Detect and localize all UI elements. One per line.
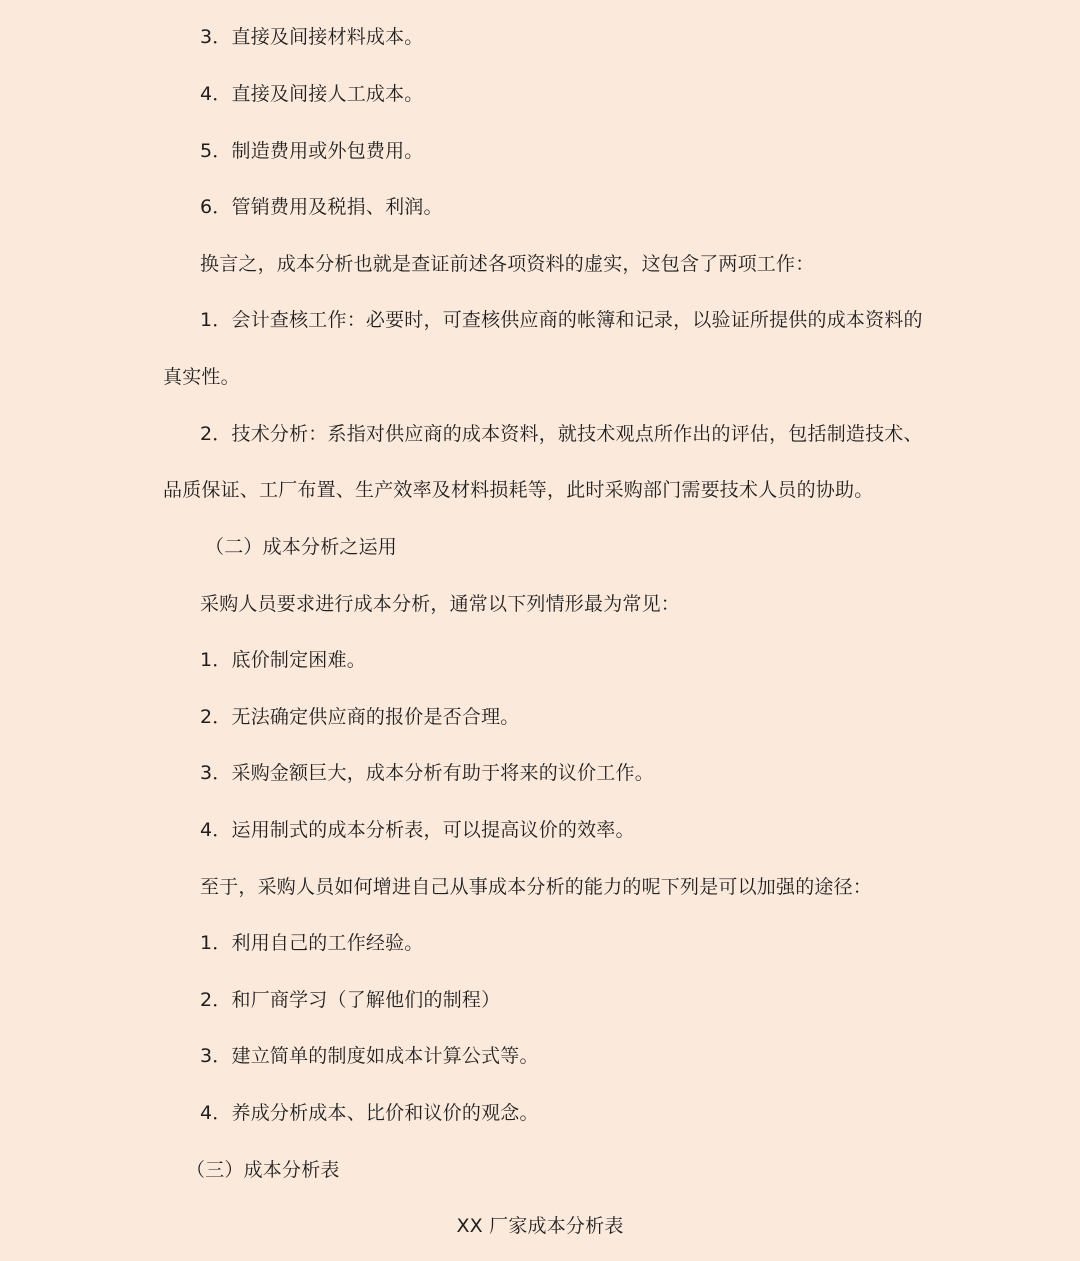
table-title: XX 厂家成本分析表 [456,1215,624,1237]
list-item: 6．管销费用及税捐、利润。 [200,196,443,218]
list-item: 4．直接及间接人工成本。 [200,83,424,105]
list-item: 4．养成分析成本、比价和议价的观念。 [200,1102,539,1124]
paragraph-continuation: 真实性。 [163,366,240,388]
list-item: 1．利用自己的工作经验。 [200,932,424,954]
paragraph-continuation: 品质保证、工厂布置、生产效率及材料损耗等，此时采购部门需要技术人员的协助。 [163,479,874,501]
section-heading: （三）成本分析表 [186,1159,340,1181]
list-item: 2．技术分析：系指对供应商的成本资料，就技术观点所作出的评估，包括制造技术、 [200,423,923,445]
list-item: 1．会计查核工作：必要时，可查核供应商的帐簿和记录，以验证所提供的成本资料的 [200,309,923,331]
paragraph: 采购人员要求进行成本分析，通常以下列情形最为常见： [200,593,681,615]
paragraph: 换言之，成本分析也就是查证前述各项资料的虚实，这包含了两项工作： [200,253,815,275]
list-item: 3．直接及间接材料成本。 [200,26,424,48]
list-item: 3．建立简单的制度如成本计算公式等。 [200,1045,539,1067]
list-item: 5．制造费用或外包费用。 [200,140,424,162]
section-heading: （二）成本分析之运用 [205,536,398,558]
list-item: 4．运用制式的成本分析表，可以提高议价的效率。 [200,819,635,841]
list-item: 3．采购金额巨大，成本分析有助于将来的议价工作。 [200,762,654,784]
list-item: 2．无法确定供应商的报价是否合理。 [200,706,520,728]
list-item: 2．和厂商学习（了解他们的制程） [200,989,501,1011]
paragraph: 至于，采购人员如何增进自己从事成本分析的能力的呢下列是可以加强的途径： [200,876,873,898]
list-item: 1．底价制定困难。 [200,649,366,671]
